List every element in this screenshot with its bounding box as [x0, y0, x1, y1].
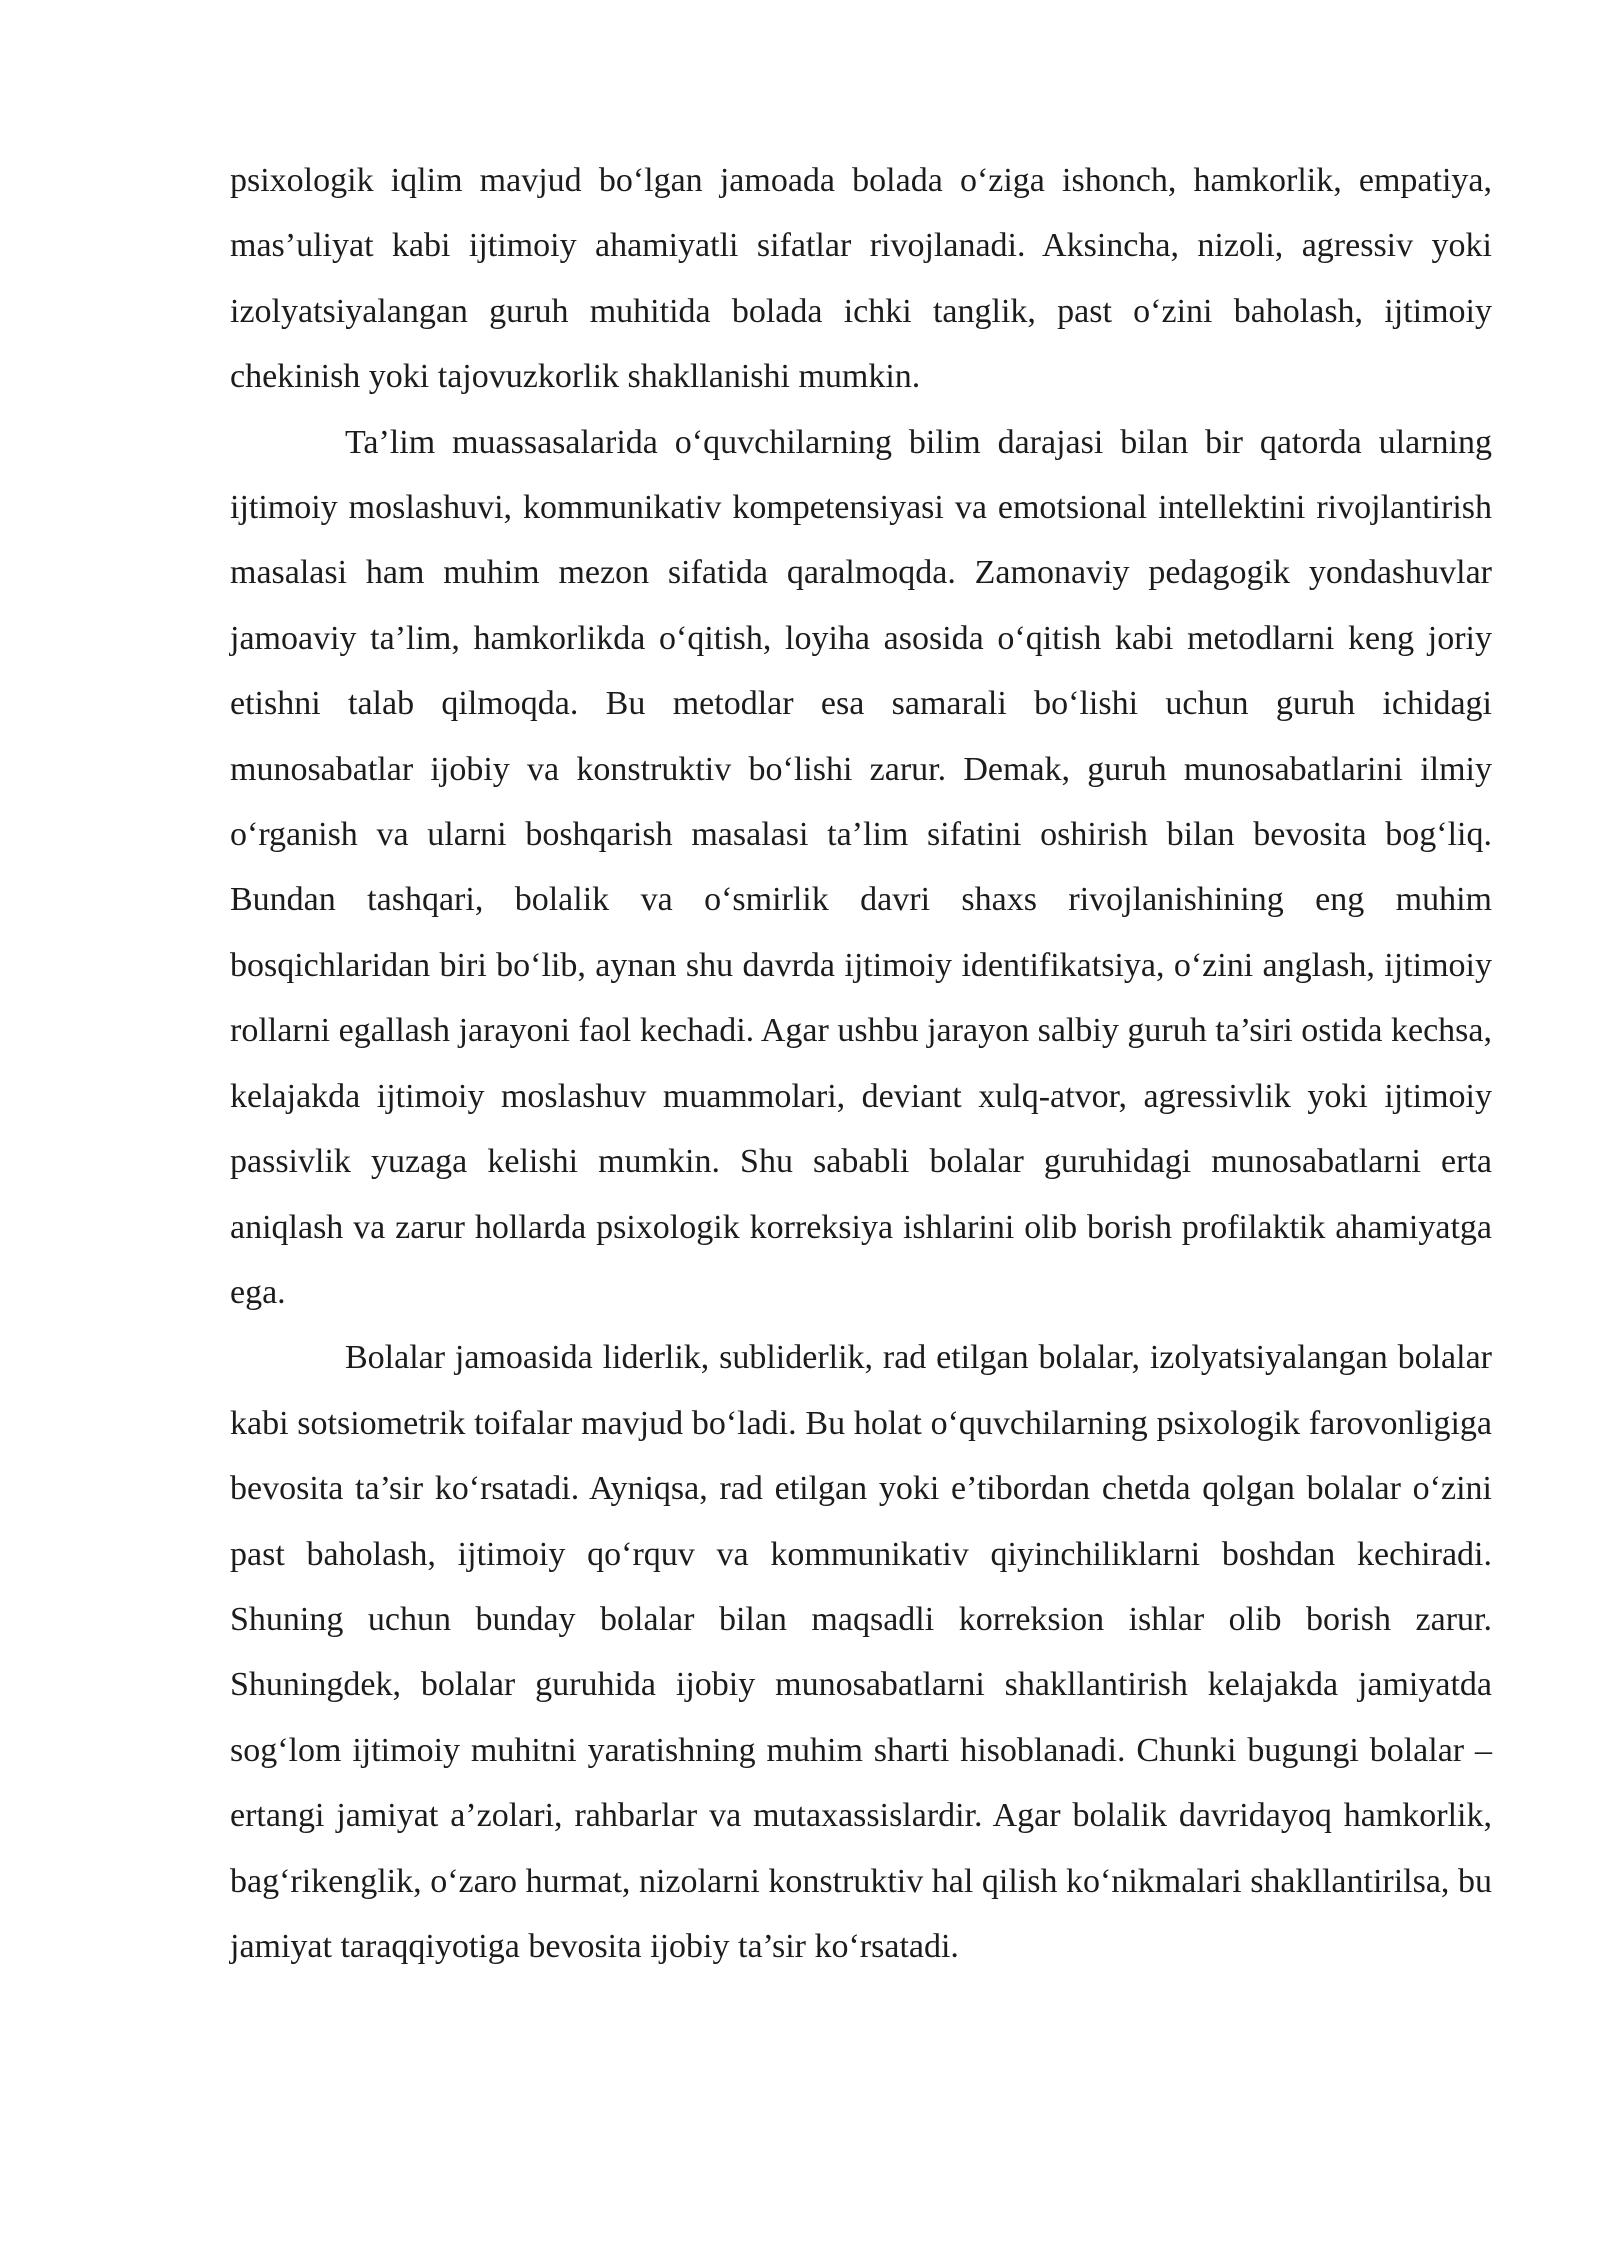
paragraph-education-institutions: Ta’lim muassasalarida o‘quvchilarning bilim darajasi bilan bir qatorda ularning ijtimoiy moslashuvi, kommunikativ kompetensiyasi va emotsional intellektini rivojlantirish masalasi ham muhim mezon sifatida qaralmoqda. Zamonaviy pedagogik yondashuvlar jamoaviy ta’lim, hamkorlikda o‘qitish, loyiha asosida o‘qitish kabi metodlarni keng joriy etishni talab qilmoqda. Bu metodlar esa samarali bo‘lishi uchun guruh ichidagi munosabatlar ijobiy va konstruktiv bo‘lishi zarur. Demak, guruh munosabatlarini ilmiy o‘rganish va ularni boshqarish masalasi ta’lim sifatini oshirish bilan bevosita bog‘liq. Bundan tashqari, bolalik va o‘smirlik davri shaxs rivojlanishining eng muhim bosqichlaridan biri bo‘lib, aynan shu davrda ijtimoiy identifikatsiya, o‘zini anglash, ijtimoiy rollarni egallash jarayoni faol kechadi. Agar ushbu jarayon salbiy guruh ta’siri ostida kechsa, kelajakda ijtimoiy moslashuv muammolari, deviant xulq-atvor, agressivlik yoki ijtimoiy passivlik yuzaga kelishi mumkin. Shu sababli bolalar guruhidagi munosabatlarni erta aniqlash va zarur hollarda psixologik korreksiya ishlarini olib borish profilaktik ahamiyatga ega.: [230, 423, 1492, 1311]
paragraph-continuation: psixologik iqlim mavjud bo‘lgan jamoada bolada o‘ziga ishonch, hamkorlik, empatiya, mas’uliyat kabi ijtimoiy ahamiyatli sifatlar rivojlanadi. Aksincha, nizoli, agressiv yoki izolyatsiyalangan guruh muhitida bolada ichki tanglik, past o‘zini baholash, ijtimoiy chekinish yoki tajovuzkorlik shakllanishi mumkin.: [230, 162, 1492, 396]
paragraph-children-collective: Bolalar jamoasida liderlik, subliderlik, rad etilgan bolalar, izolyatsiyalangan bolalar kabi sotsiometrik toifalar mavjud bo‘ladi. Bu holat o‘quvchilarning psixologik farovonligiga bevosita ta’sir ko‘rsatadi. Ayniqsa, rad etilgan yoki e’tibordan chetda qolgan bolalar o‘zini past baholash, ijtimoiy qo‘rquv va kommunikativ qiyinchiliklarni boshdan kechiradi. Shuning uchun bunday bolalar bilan maqsadli korreksion ishlar olib borish zarur. Shuningdek, bolalar guruhida ijobiy munosabatlarni shakllantirish kelajakda jamiyatda sog‘lom ijtimoiy muhitni yaratishning muhim sharti hisoblanadi. Chunki bugungi bolalar – ertangi jamiyat a’zolari, rahbarlar va mutaxassislardir. Agar bolalik davridayoq hamkorlik, bag‘rikenglik, o‘zaro hurmat, nizolarni konstruktiv hal qilish ko‘nikmalari shakllantirilsa, bu jamiyat taraqqiyotiga bevosita ijobiy ta’sir ko‘rsatadi.: [230, 1339, 1492, 1965]
body-text: [230, 148, 1492, 1979]
